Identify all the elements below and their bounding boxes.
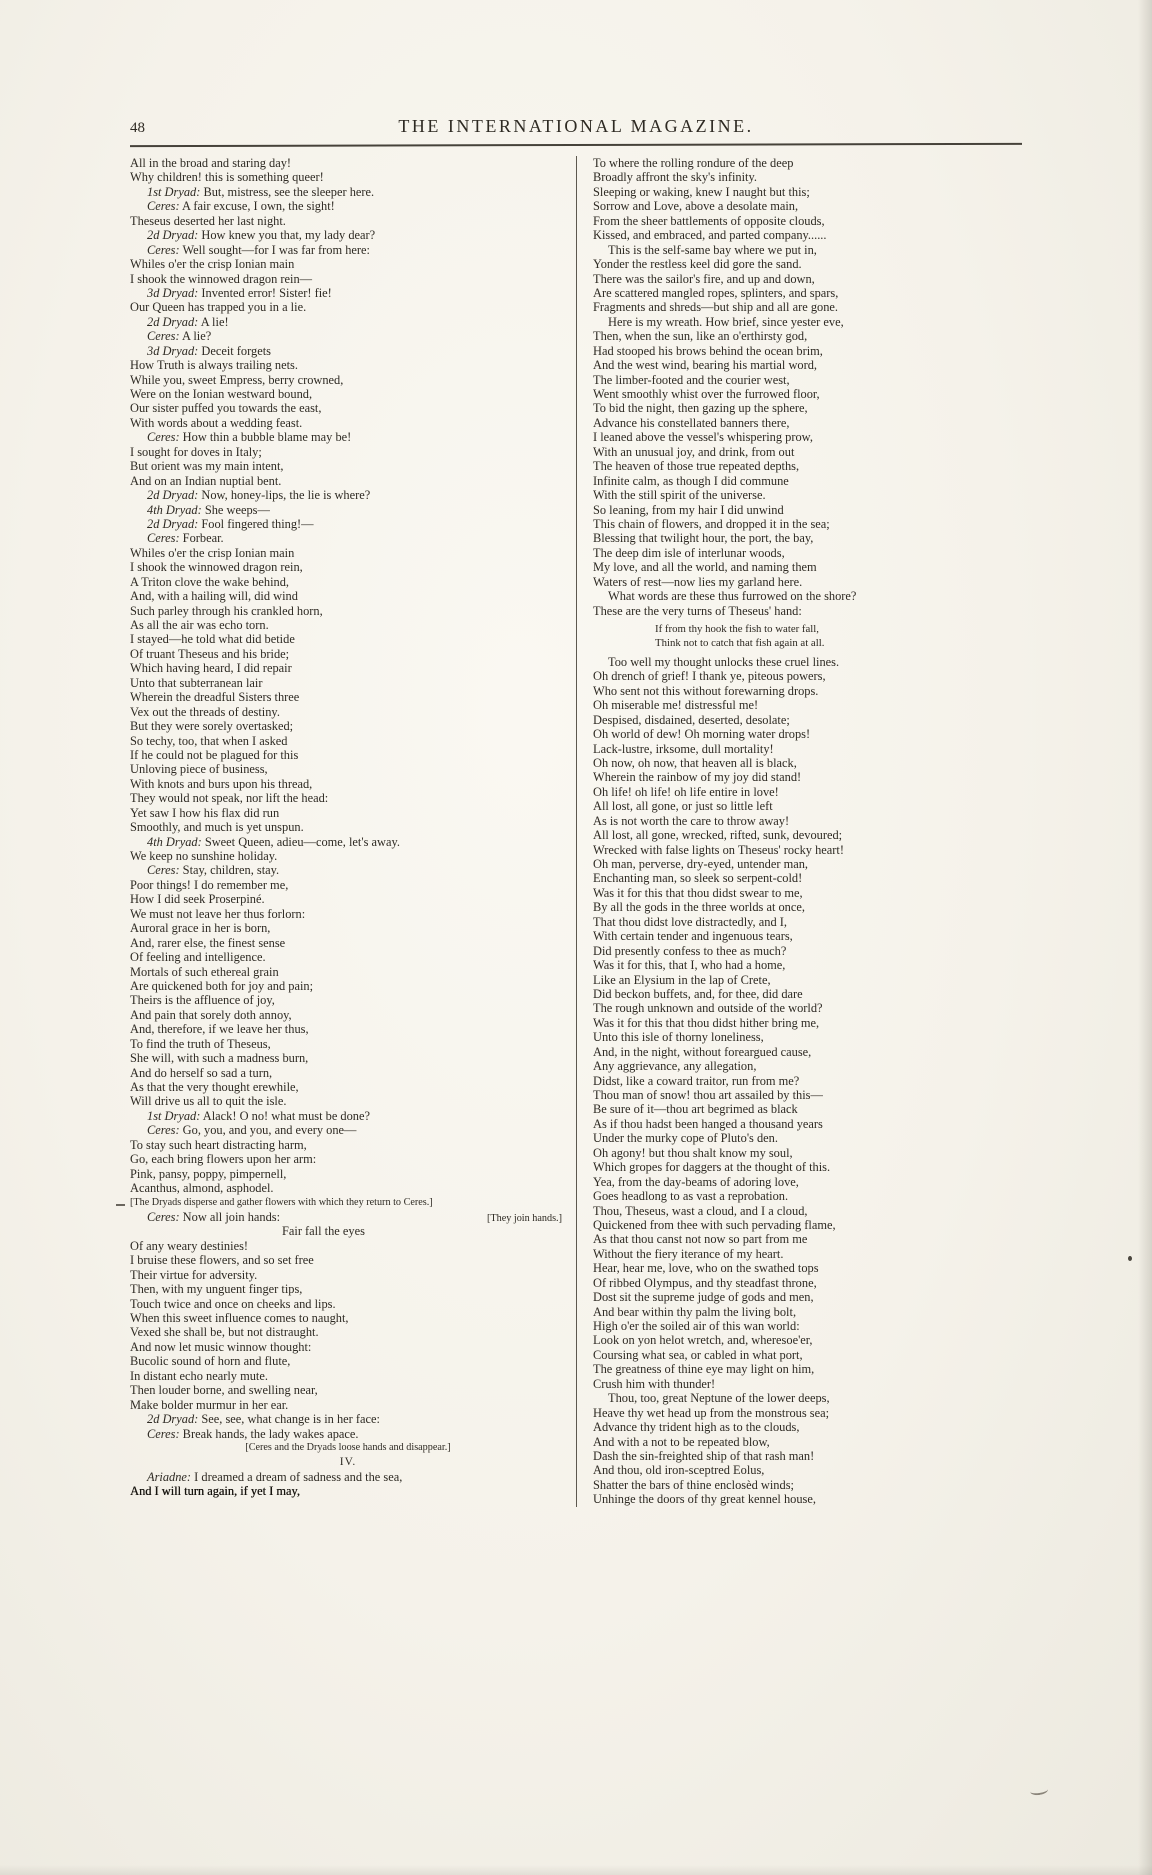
poem-line: With words about a wedding feast.: [130, 415, 303, 430]
poem-line: If he could not be plagued for this: [130, 747, 299, 762]
poem-line: Wrecked with false lights on Theseus' rocky heart!: [593, 842, 844, 857]
poem-line: To find the truth of Theseus,: [130, 1036, 271, 1051]
poem-line: 1st Dryad: Alack! O no! what must be done?: [147, 1108, 370, 1123]
poem-line: Too well my thought unlocks these cruel lines.: [608, 654, 840, 669]
poem-line: Oh agony! but thou shalt know my soul,: [593, 1145, 793, 1160]
poem-line: How I did seek Proserpiné.: [130, 892, 265, 907]
poem-line: Ceres: A fair excuse, I own, the sight!: [147, 199, 335, 214]
poem-line: Oh miserable me! distressful me!: [593, 698, 759, 713]
poem-line: Didst, like a coward traitor, run from me?: [593, 1073, 800, 1088]
header-rule: [130, 143, 1022, 147]
poem-line: Shatter the bars of thine enclosèd winds;: [593, 1477, 794, 1492]
speaker-name: Ariadne:: [147, 1469, 192, 1484]
poem-line: Touch twice and once on cheeks and lips.: [130, 1296, 336, 1311]
poem-line: And I will turn again, if yet I may,: [130, 1484, 300, 1499]
poem-line: A Triton clove the wake behind,: [130, 574, 289, 589]
poem-line: And pain that sorely doth annoy,: [130, 1007, 292, 1022]
poem-line: There was the sailor's fire, and up and down,: [593, 271, 815, 286]
poem-line: Fragments and shreds—but ship and all are gone.: [593, 300, 839, 315]
poem-line: Ceres: Break hands, the lady wakes apace.: [147, 1426, 359, 1441]
poem-line: Fair fall the eyes: [282, 1224, 365, 1239]
speaker-name: Ceres:: [147, 863, 180, 878]
poem-line: 2d Dryad: A lie!: [147, 314, 229, 329]
poem-line: Ceres: Well sought—for I was far from here:: [147, 242, 371, 257]
poem-line: Was it for this that thou didst hither bring me,: [593, 1015, 820, 1030]
poem-line: Who sent not this without forewarning drops.: [593, 683, 819, 698]
poem-line: Waters of rest—now lies my garland here.: [593, 574, 803, 589]
poem-line: This chain of flowers, and dropped it in the sea;: [593, 516, 830, 531]
poem-line: Our sister puffed you towards the east,: [130, 401, 322, 416]
poem-line: I sought for doves in Italy;: [130, 444, 262, 459]
poem-line: The rough unknown and outside of the world?: [593, 1001, 823, 1016]
poem-line: Then louder borne, and swelling near,: [130, 1383, 318, 1398]
poem-line: Sleeping or waking, knew I naught but this;: [593, 184, 810, 199]
speaker-name: Ceres:: [147, 1426, 180, 1441]
poem-line: To stay such heart distracting harm,: [130, 1137, 307, 1152]
poem-line: With an unusual joy, and drink, from out: [593, 444, 795, 459]
poem-line: And thou, old iron-sceptred Eolus,: [593, 1463, 765, 1478]
poem-line: This is the self-same bay where we put in,: [608, 242, 817, 257]
poem-line: Oh now, oh now, that heaven all is black,: [593, 755, 797, 770]
poem-line: And do herself so sad a turn,: [130, 1065, 273, 1080]
poem-line: Think not to catch that fish again at all.: [655, 637, 825, 650]
speaker-name: 3d Dryad:: [147, 343, 199, 358]
poem-line: Ariadne: I dreamed a dream of sadness and the sea,: [147, 1469, 403, 1484]
poem-line: But they were sorely overtasked;: [130, 719, 294, 734]
poem-line: Thou, Theseus, wast a cloud, and I a cloud,: [593, 1203, 808, 1218]
poem-line: Oh life! oh life! oh life entire in love!: [593, 784, 779, 799]
poem-line: Under the murky cope of Pluto's den.: [593, 1131, 778, 1146]
poem-line: Despised, disdained, deserted, desolate;: [593, 712, 790, 727]
poem-line: As that the very thought erewhile,: [130, 1080, 299, 1094]
poem-line: She will, with such a madness burn,: [130, 1051, 309, 1066]
poem-line: Yea, from the day-beams of adoring love,: [593, 1174, 799, 1189]
poem-line: Which having heard, I did repair: [130, 661, 292, 676]
poem-line: Infinite calm, as though I did commune: [593, 473, 789, 488]
poem-line: Unhinge the doors of thy great kennel house,: [593, 1492, 816, 1507]
poem-line: Broadly affront the sky's infinity.: [593, 170, 757, 185]
poem-line: How Truth is always trailing nets.: [130, 358, 298, 373]
poem-line: And with a not to be repeated blow,: [593, 1434, 770, 1449]
speaker-name: 1st Dryad:: [147, 1108, 201, 1123]
poem-line: Crush him with thunder!: [593, 1376, 716, 1391]
poem-line: 2d Dryad: Now, honey-lips, the lie is where?: [147, 488, 371, 503]
poem-line: The greatness of thine eye may light on him,: [593, 1362, 815, 1377]
poem-line: [Ceres and the Dryads loose hands and disappear.]: [245, 1441, 451, 1453]
poem-line: Oh drench of grief! I thank ye, piteous powers,: [593, 669, 826, 684]
poem-line: Advance thy trident high as to the clouds,: [593, 1420, 800, 1435]
poem-line: Ceres: Now all join hands: [They join hands.]: [130, 1210, 566, 1224]
poem-line: Lack-lustre, irksome, dull mortality!: [593, 741, 774, 756]
poem-line: Advance his constellated banners there,: [593, 415, 790, 430]
stage-direction-inline: [They join hands.]: [487, 1212, 562, 1224]
poem-line: Why children! this is something queer!: [130, 170, 324, 185]
poem-line: From the sheer battlements of opposite clouds,: [593, 213, 825, 228]
speaker-name: Ceres:: [147, 242, 180, 257]
speaker-name: 2d Dryad:: [147, 1412, 199, 1427]
poem-line: 3d Dryad: Invented error! Sister! fie!: [147, 285, 332, 300]
poem-line: Any aggrievance, any allegation,: [593, 1059, 757, 1074]
poem-line: With knots and burs upon his thread,: [130, 776, 313, 791]
poem-line: Ceres: A lie?: [147, 329, 212, 344]
poem-line: Enchanting man, so sleek so serpent-cold!: [593, 871, 803, 886]
poem-line: Then, when the sun, like an o'erthirsty god,: [593, 329, 808, 344]
poem-line: Kissed, and embraced, and parted company......: [593, 228, 827, 243]
poem-line: 1st Dryad: But, mistress, see the sleeper here.: [147, 184, 375, 199]
text-columns: [130, 156, 1022, 1507]
poem-line: And bear within thy palm the living bolt,: [593, 1304, 797, 1319]
scan-speck: [116, 1204, 125, 1206]
poem-line: Unto this isle of thorny loneliness,: [593, 1030, 764, 1045]
speaker-name: Ceres:: [147, 199, 180, 214]
speaker-name: Ceres:: [147, 1209, 180, 1224]
poem-line: Auroral grace in her is born,: [130, 921, 271, 936]
poem-line: Yonder the restless keel did gore the sand.: [593, 257, 802, 272]
poem-line: Are scattered mangled ropes, splinters, and spars,: [593, 285, 839, 300]
poem-line: And, therefore, if we leave her thus,: [130, 1022, 309, 1037]
page-edge-shadow: [1138, 0, 1152, 1875]
poem-line: Go, each bring flowers upon her arm:: [130, 1152, 317, 1167]
page-content: [130, 116, 1022, 1507]
poem-line: Was it for this that thou didst swear to me,: [593, 885, 803, 900]
poem-line: The heaven of those true repeated depths,: [593, 459, 800, 474]
poem-line: Had stooped his brows behind the ocean brim,: [593, 343, 823, 358]
poem-line: Mortals of such ethereal grain: [130, 964, 279, 979]
speaker-name: 4th Dryad:: [147, 834, 202, 849]
poem-line: So techy, too, that when I asked: [130, 733, 288, 748]
poem-line: [The Dryads disperse and gather flowers with which they return to Ceres.]: [130, 1196, 433, 1208]
poem-line: Make bolder murmur in her ear.: [130, 1397, 289, 1412]
poem-line: Thou, too, great Neptune of the lower deeps,: [608, 1391, 830, 1406]
poem-line: Without the fiery iterance of my heart.: [593, 1246, 784, 1261]
poem-line: Coursing what sea, or cabled in what port,: [593, 1347, 803, 1362]
poem-line: And, with a hailing will, did wind: [130, 589, 298, 604]
poem-line: Unto that subterranean lair: [130, 675, 263, 690]
poem-line: Our Queen has trapped you in a lie.: [130, 300, 307, 315]
poem-line: That thou didst love distractedly, and I,: [593, 914, 787, 929]
poem-line: I stayed—he told what did betide: [130, 632, 295, 647]
poem-line: To bid the night, then gazing up the sphere,: [593, 401, 808, 416]
poem-line: The limber-footed and the courier west,: [593, 372, 790, 387]
poem-line: With the still spirit of the universe.: [593, 488, 766, 503]
poem-line: Thou man of snow! thou art assailed by this—: [593, 1088, 823, 1102]
poem-line: Did beckon buffets, and, for thee, did dare: [593, 986, 803, 1001]
poem-line: To where the rolling rondure of the deep: [593, 156, 794, 170]
page-number: 48: [130, 120, 145, 136]
poem-line: 2d Dryad: Fool fingered thing!—: [147, 516, 314, 531]
page-header: [130, 116, 1022, 137]
poem-line: IV.: [339, 1456, 357, 1469]
scan-artifact: [1029, 1785, 1048, 1796]
poem-line: Acanthus, almond, asphodel.: [130, 1181, 274, 1196]
poem-line: Hear, hear me, love, who on the swathed tops: [593, 1261, 819, 1276]
poem-line: Here is my wreath. How brief, since yester eve,: [608, 314, 844, 329]
poem-line: Whiles o'er the crisp Ionian main: [130, 545, 295, 560]
poem-line: By all the gods in the three worlds at once,: [593, 900, 805, 915]
poem-line: As if thou hadst been hanged a thousand years: [593, 1116, 823, 1131]
speaker-name: 2d Dryad:: [147, 228, 199, 243]
poem-line: Dash the sin-freighted ship of that rash man!: [593, 1448, 815, 1463]
poem-line: Such parley through his crankled horn,: [130, 603, 323, 618]
poem-line: In distant echo nearly mute.: [130, 1368, 268, 1383]
poem-line: My love, and all the world, and naming them: [593, 560, 817, 575]
poem-line: Quickened from thee with such pervading flame,: [593, 1217, 836, 1232]
poem-line: I shook the winnowed dragon rein,: [130, 560, 303, 575]
left-column: [130, 156, 576, 1507]
poem-line: While you, sweet Empress, berry crowned,: [130, 372, 344, 387]
poem-line: Of truant Theseus and his bride;: [130, 646, 290, 661]
poem-line: 4th Dryad: She weeps—: [147, 502, 270, 517]
poem-line: Sorrow and Love, above a desolate main,: [593, 199, 799, 214]
page-edge-shadow: [0, 1865, 1152, 1875]
poem-line: We must not leave her thus forlorn:: [130, 906, 306, 921]
poem-line: 2d Dryad: See, see, what change is in her face:: [147, 1412, 380, 1427]
poem-line: I bruise these flowers, and so set free: [130, 1253, 314, 1268]
speaker-name: 1st Dryad:: [147, 184, 201, 199]
poem-line: And on an Indian nuptial bent.: [130, 473, 282, 488]
speaker-name: 3d Dryad:: [147, 285, 199, 300]
poem-line: As is not worth the care to throw away!: [593, 813, 790, 828]
poem-line: High o'er the soiled air of this wan world:: [593, 1319, 800, 1333]
poem-line: Be sure of it—thou art begrimed as black: [593, 1102, 798, 1117]
poem-line: Theseus deserted her last night.: [130, 213, 286, 228]
poem-line: When this sweet influence comes to naught,: [130, 1311, 349, 1325]
poem-line: Then, with my unguent finger tips,: [130, 1282, 303, 1297]
poem-line: And the west wind, bearing his martial word,: [593, 358, 818, 373]
poem-line: They would not speak, nor lift the head:: [130, 791, 329, 806]
poem-line: So leaning, from my hair I did unwind: [593, 502, 784, 517]
poem-line: All in the broad and staring day!: [130, 156, 292, 170]
poem-line: Wherein the rainbow of my joy did stand!: [593, 770, 802, 785]
poem-line: Are quickened both for joy and pain;: [130, 978, 314, 993]
poem-line: Were on the Ionian westward bound,: [130, 387, 313, 401]
poem-line: Heave thy wet head up from the monstrous sea;: [593, 1405, 830, 1420]
poem-line: As that thou canst not now so part from me: [593, 1232, 808, 1247]
poem-line: Whiles o'er the crisp Ionian main: [130, 257, 295, 272]
poem-line: Wherein the dreadful Sisters three: [130, 690, 300, 705]
poem-line: Was it for this, that I, who had a home,: [593, 958, 786, 973]
poem-line: Oh world of dew! Oh morning water drops!: [593, 727, 811, 742]
speaker-name: Ceres:: [147, 531, 180, 546]
poem-line: What words are these thus furrowed on the shore?: [608, 589, 857, 604]
poem-line: Goes headlong to as vast a reprobation.: [593, 1189, 789, 1204]
page-title: THE INTERNATIONAL MAGAZINE.: [398, 116, 754, 136]
poem-line: Unloving piece of business,: [130, 762, 268, 777]
poem-line: Vexed she shall be, but not distraught.: [130, 1325, 319, 1340]
poem-line: If from thy hook the fish to water fall,: [655, 623, 820, 635]
poem-line: Of any weary destinies!: [130, 1238, 249, 1253]
poem-line: Bucolic sound of horn and flute,: [130, 1354, 291, 1369]
poem-line: We keep no sunshine holiday.: [130, 849, 278, 863]
poem-line: Pink, pansy, poppy, pimpernell,: [130, 1166, 287, 1181]
poem-line: Which gropes for daggers at the thought of this.: [593, 1160, 831, 1175]
speaker-name: Ceres:: [147, 1123, 180, 1138]
poem-line: Theirs is the affluence of joy,: [130, 993, 275, 1008]
poem-line: Like an Elysium in the lap of Crete,: [593, 972, 771, 987]
poem-line: Ceres: How thin a bubble blame may be!: [147, 430, 352, 445]
poem-line: Went smoothly whist over the furrowed floor,: [593, 387, 820, 401]
poem-line: Ceres: Forbear.: [147, 531, 224, 546]
speaker-name: 2d Dryad:: [147, 314, 199, 329]
poem-line: These are the very turns of Theseus' hand:: [593, 603, 802, 618]
poem-line: I shook the winnowed dragon rein—: [130, 271, 313, 286]
poem-line: And, rarer else, the finest sense: [130, 935, 286, 950]
poem-line: And now let music winnow thought:: [130, 1339, 312, 1354]
poem-line: I leaned above the vessel's whispering prow,: [593, 430, 813, 445]
poem-line: The deep dim isle of interlunar woods,: [593, 545, 785, 560]
poem-line: Ceres: Stay, children, stay.: [147, 863, 280, 878]
poem-line: 3d Dryad: Deceit forgets: [147, 343, 271, 358]
poem-line: All lost, all gone, wrecked, rifted, sunk, devoured;: [593, 828, 843, 843]
poem-line: Of feeling and intelligence.: [130, 950, 266, 965]
poem-line: As all the air was echo torn.: [130, 618, 269, 632]
poem-line: And, in the night, without foreargued cause,: [593, 1044, 812, 1059]
poem-line: Did presently confess to thee as much?: [593, 943, 787, 958]
poem-line: Of ribbed Olympus, and thy steadfast throne,: [593, 1275, 817, 1290]
poem-line: 2d Dryad: How knew you that, my lady dear?: [147, 228, 376, 243]
speaker-name: Ceres:: [147, 430, 180, 445]
poem-line: Look on yon helot wretch, and, wheresoe'er,: [593, 1333, 813, 1348]
speaker-name: 2d Dryad:: [147, 488, 199, 503]
poem-line: All lost, all gone, or just so little left: [593, 799, 773, 814]
poem-line: Ceres: Go, you, and you, and every one—: [147, 1123, 357, 1138]
poem-line: 4th Dryad: Sweet Queen, adieu—come, let's away.: [147, 834, 400, 849]
speaker-name: 4th Dryad:: [147, 502, 202, 517]
poem-line: Yet saw I how his flax did run: [130, 805, 280, 820]
poem-line: Dost sit the supreme judge of gods and men,: [593, 1290, 814, 1305]
right-column: [576, 156, 1022, 1507]
speaker-name: Ceres:: [147, 329, 180, 344]
poem-line: Will drive us all to quit the isle.: [130, 1094, 287, 1109]
poem-line: Poor things! I do remember me,: [130, 877, 289, 892]
poem-line: Vex out the threads of destiny.: [130, 704, 280, 719]
poem-line: Their virtue for adversity.: [130, 1267, 258, 1282]
poem-line: With certain tender and ingenuous tears,: [593, 929, 793, 944]
poem-line: Smoothly, and much is yet unspun.: [130, 820, 304, 835]
speaker-name: 2d Dryad:: [147, 516, 199, 531]
poem-line: Oh man, perverse, dry-eyed, untender man,: [593, 857, 809, 871]
poem-line: Blessing that twilight hour, the port, the bay,: [593, 531, 814, 546]
poem-line: But orient was my main intent,: [130, 459, 284, 474]
scan-speck: [1128, 1256, 1132, 1261]
